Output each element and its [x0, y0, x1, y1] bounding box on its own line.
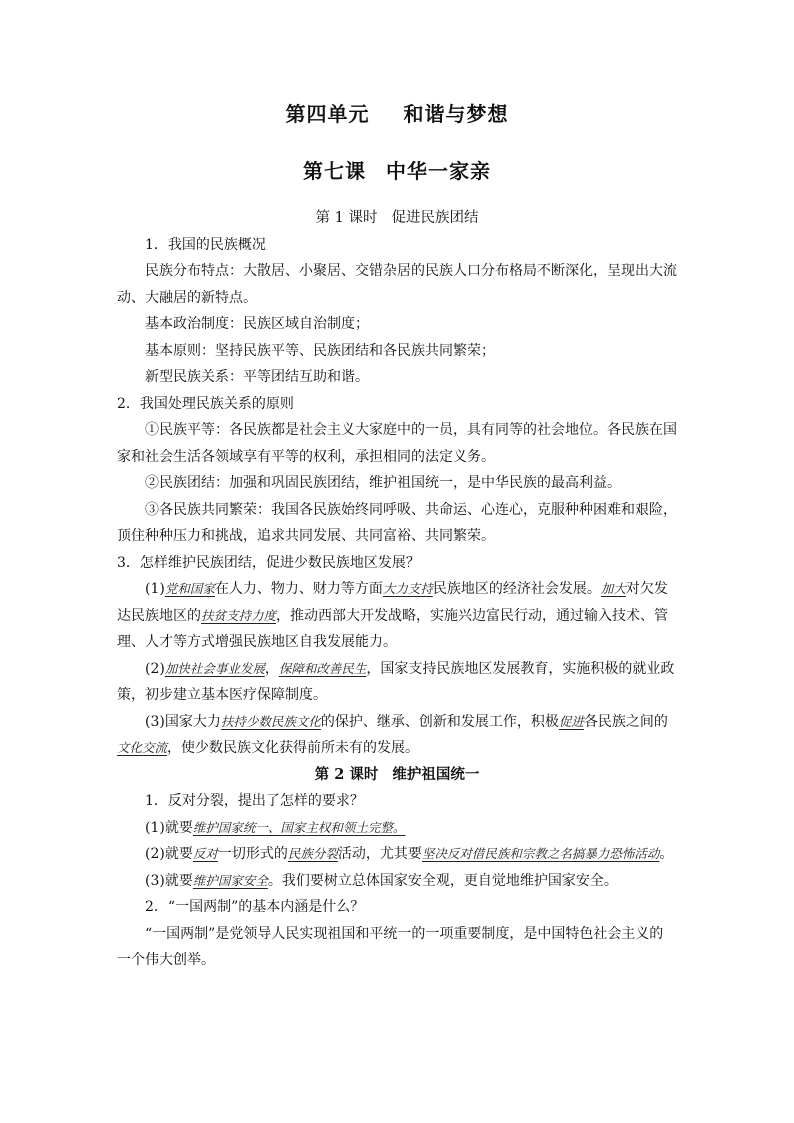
paragraph [117, 576, 677, 656]
period-1-title [117, 205, 677, 232]
section-heading: 1．反对分裂，提出了怎样的要求？ [145, 793, 364, 809]
period-1-name: 促进民族团结 [391, 210, 479, 226]
handwritten-annotation: 维护国家统一、国家主权和领土完整。 [192, 819, 406, 835]
unit-number: 第四单元 [285, 102, 370, 126]
lesson-name: 中华一家亲 [386, 159, 491, 183]
handwritten-annotation: 反对 [192, 846, 218, 861]
handwritten-annotation: 维护国家安全 [192, 872, 268, 888]
handwritten-annotation: 加大 [600, 581, 626, 596]
paragraph: “一国两制”是党领导人民实现祖国和平统一的一项重要制度，是中国特色社会主义的一个伟大创举。 [117, 925, 664, 968]
text-run: ， [264, 660, 279, 677]
paragraph: ③各民族共同繁荣：我国各民族始终同呼吸、共命运、心连心，克服种种困难和艰险，顶住种种压力和挑战，追求共同发展、共同富裕、共同繁荣。 [117, 501, 677, 544]
paragraph [117, 815, 677, 842]
handwritten-annotation: 促进 [558, 713, 584, 729]
text-run: (2) [145, 660, 165, 677]
text-run: 。我们要树立总体国家安全观，更自觉地维护国家安全。 [267, 872, 618, 889]
paragraph: 新型民族关系：平等团结互助和谐。 [145, 369, 369, 385]
text-run: 各民族之间的 [583, 713, 668, 730]
text-run: 对欠发达民族地区的 [117, 581, 668, 624]
text-run: 活动，尤其要 [337, 846, 422, 862]
paragraph: 基本政治制度：民族区域自治制度； [145, 316, 369, 332]
handwritten-annotation: 扶贫支持力度 [201, 607, 277, 623]
paragraph [117, 868, 677, 895]
text-run: 的保护、继承、创新和发展工作，积极 [320, 713, 559, 730]
paragraph: 民族分布特点：大散居、小聚居、交错杂居的民族人口分布格局不断深化，呈现出大流动、大融居的新特点。 [117, 263, 677, 306]
lesson-title [0, 155, 794, 184]
text-run: 。 [659, 846, 674, 862]
period-2-title [117, 762, 677, 789]
section-heading: 3．怎样维护民族团结，促进少数民族地区发展？ [117, 554, 420, 571]
section-heading: 2．我国处理民族关系的原则 [117, 395, 294, 412]
text-run: (3)国家大力 [145, 713, 221, 730]
handwritten-annotation: 扶持少数民族文化 [220, 713, 321, 729]
paragraph [117, 841, 677, 868]
handwritten-annotation: 坚决反对借民族和宗教之名搞暴力恐怖活动 [421, 846, 660, 861]
handwritten-annotation: 文化交流 [117, 740, 168, 755]
handwritten-annotation: 党和国家 [164, 581, 215, 596]
handwritten-annotation: 加快社会事业发展 [164, 660, 265, 676]
text-run: (2)就要 [145, 846, 193, 862]
document-body [117, 205, 677, 974]
lesson-number: 第七课 [303, 159, 366, 183]
text-run: ，国家支持民族地区发展教育，实施积极的就业政策，初步建立基本医疗保障制度。 [117, 660, 675, 703]
paragraph [117, 656, 677, 709]
paragraph: 基本原则：坚持民族平等、民族团结和各民族共同繁荣； [145, 342, 495, 359]
section-heading: 2．“一国两制”的基本内涵是什么？ [145, 899, 365, 915]
unit-title [0, 98, 794, 127]
unit-name: 和谐与梦想 [403, 102, 509, 126]
handwritten-annotation: 民族分裂 [287, 846, 338, 861]
text-run: ，推动西部大开发战略，实施兴边富民行动，通过输入技术、管理、人才等方式增强民族地区自我发展能力。 [117, 607, 669, 650]
text-run: (1) [145, 581, 165, 597]
text-run: 一切形式的 [217, 846, 288, 862]
period-2-number: 第 2 课时 [314, 765, 379, 783]
paragraph: ②民族团结：加强和巩固民族团结，维护祖国统一，是中华民族的最高利益。 [145, 475, 621, 491]
handwritten-annotation: 大力支持 [382, 581, 433, 596]
paragraph [117, 709, 677, 762]
period-1-number: 第 1 课时 [315, 210, 378, 226]
period-2-name: 维护祖国统一 [392, 765, 480, 783]
paragraph: ①民族平等：各民族都是社会主义大家庭中的一员，具有同等的社会地位。各民族在国家和社会生活各领域享有平等的权利，承担相同的法定义务。 [117, 422, 677, 465]
handwritten-annotation: 保障和改善民生 [278, 660, 367, 676]
text-run: ，使少数民族文化获得前所未有的发展。 [167, 740, 420, 756]
text-run: 在人力、物力、财力等方面 [214, 581, 383, 597]
section-heading: 1．我国的民族概况 [145, 236, 266, 253]
text-run: 民族地区的经济社会发展。 [432, 581, 601, 597]
text-run: (1)就要 [145, 819, 193, 836]
text-run: (3)就要 [145, 872, 193, 889]
